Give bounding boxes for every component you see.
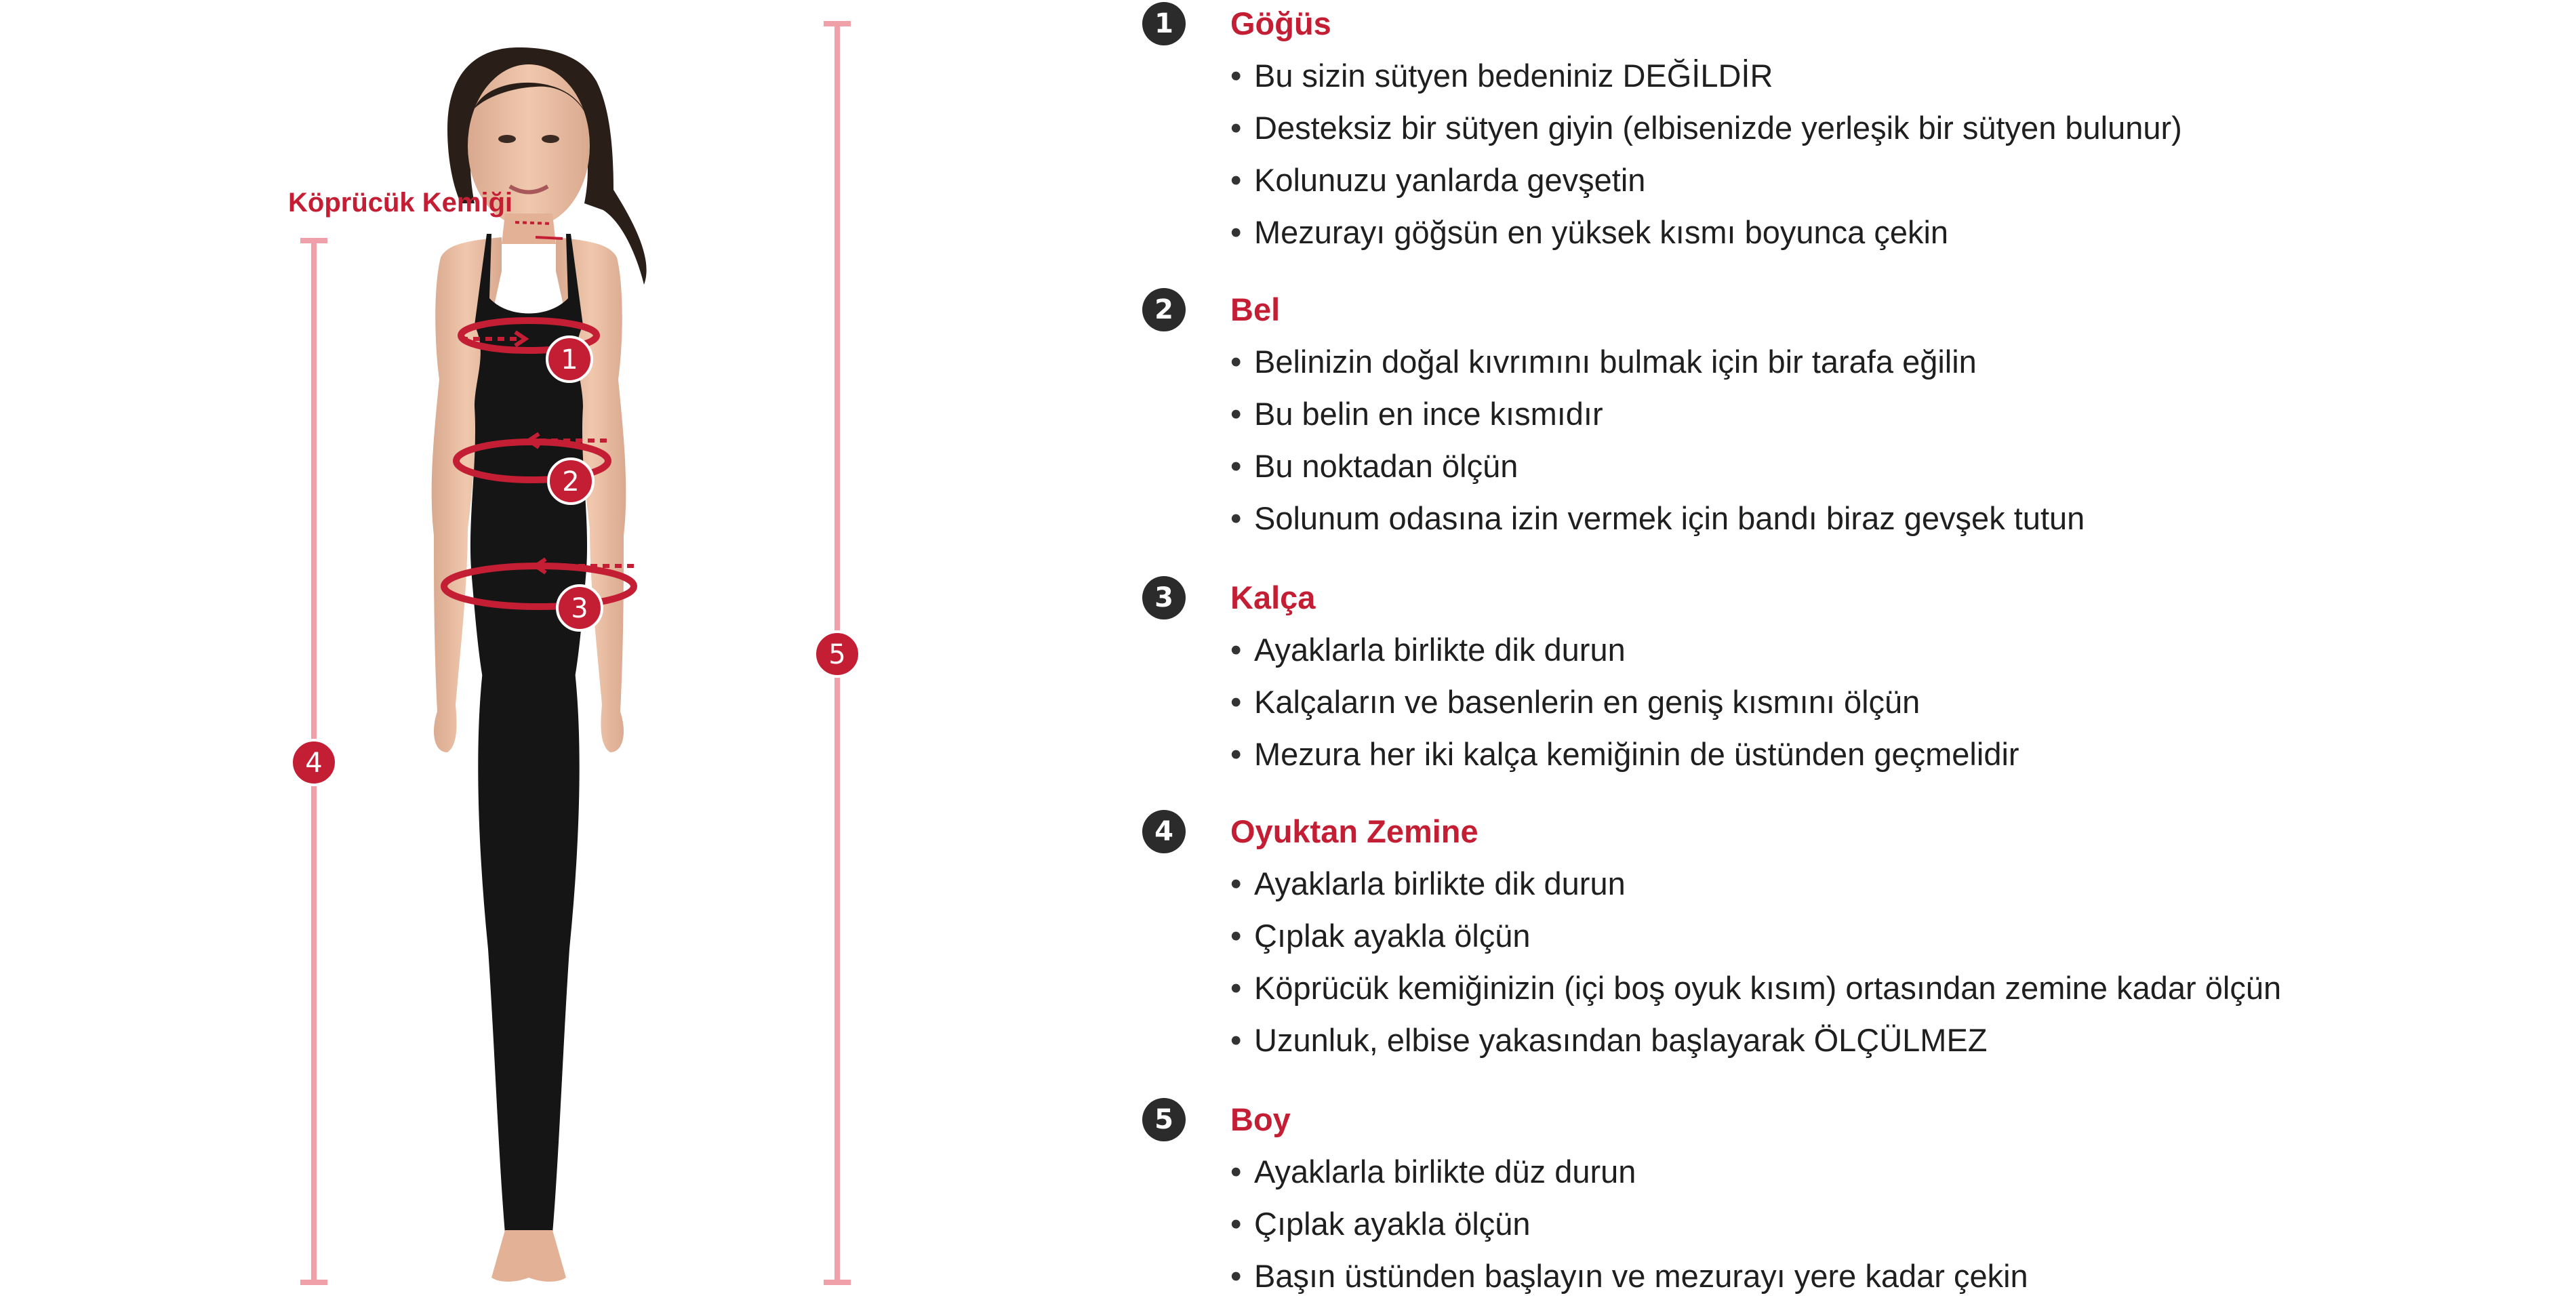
list-item: • Bu sizin sütyen bedeniniz DEĞİLDİR: [1230, 58, 1773, 94]
section-number-badge: 3: [1142, 576, 1186, 619]
measurement-guide: [1142, 0, 2539, 1295]
bullet-list: [1142, 624, 2539, 780]
bullet-list: [1142, 857, 2539, 1066]
bullet-list: [1142, 1145, 2539, 1302]
list-item: • Kolunuzu yanlarda gevşetin: [1230, 162, 1646, 198]
section-bust: [1142, 2, 2539, 258]
measurement-figure: [0, 0, 1017, 1295]
bodysuit: [470, 234, 587, 1234]
svg-text:4: 4: [305, 748, 323, 779]
list-item: • Desteksiz bir sütyen giyin (elbisenizde yerleşik bir sütyen bulunur): [1230, 110, 2182, 146]
section-waist: [1142, 288, 2539, 544]
section-hip: [1142, 576, 2539, 780]
section-number-badge: 1: [1142, 2, 1186, 45]
list-item: • Solunum odasına izin vermek için bandı biraz gevşek tutun: [1230, 500, 2085, 536]
neck: [502, 213, 556, 244]
section-title: Kalça: [1230, 579, 1316, 615]
section-number-badge: 5: [1142, 1098, 1186, 1141]
waist-marker: [548, 459, 593, 504]
body-illustration: [0, 0, 1017, 1295]
section-number-badge: 4: [1142, 810, 1186, 853]
section-title: Göğüs: [1230, 5, 1331, 41]
section-number-badge: 2: [1142, 288, 1186, 331]
clavicle-label: Köprücük Kemiği: [288, 188, 513, 218]
list-item: • Belinizin doğal kıvrımını bulmak için bir tarafa eğilin: [1230, 344, 1977, 380]
height-marker: [815, 632, 860, 676]
list-item: • Çıplak ayakla ölçün: [1230, 918, 1531, 954]
svg-text:3: 3: [571, 593, 588, 624]
section-title: Bel: [1230, 291, 1281, 327]
list-item: • Bu belin en ince kısmıdır: [1230, 396, 1603, 432]
list-item: • Çıplak ayakla ölçün: [1230, 1206, 1531, 1242]
feet: [491, 1230, 566, 1282]
list-item: • Mezura her iki kalça kemiğinin de üstünden geçmelidir: [1230, 736, 2019, 772]
list-item: • Bu noktadan ölçün: [1230, 448, 1518, 484]
section-title: Oyuktan Zemine: [1230, 813, 1478, 849]
section-title: Boy: [1230, 1101, 1291, 1137]
hip-marker: [557, 586, 602, 630]
list-item: • Ayaklarla birlikte dik durun: [1230, 632, 1626, 668]
list-item: • Ayaklarla birlikte dik durun: [1230, 866, 1626, 901]
bullet-list: [1142, 49, 2539, 258]
list-item: • Uzunluk, elbise yakasından başlayarak ÖLÇÜLMEZ: [1230, 1022, 1988, 1058]
bullet-list: [1142, 335, 2539, 544]
hollow-to-floor-marker: [291, 740, 336, 785]
svg-text:5: 5: [828, 639, 846, 670]
svg-text:2: 2: [562, 466, 580, 497]
list-item: • Kalçaların ve basenlerin en geniş kısmını ölçün: [1230, 684, 1920, 720]
list-item: • Ayaklarla birlikte düz durun: [1230, 1154, 1636, 1189]
list-item: • Köprücük kemiğinizin (içi boş oyuk kısım) ortasından zemine kadar ölçün: [1230, 970, 2282, 1006]
list-item: • Başın üstünden başlayın ve mezurayı yere kadar çekin: [1230, 1258, 2028, 1294]
section-height: [1142, 1098, 2539, 1302]
svg-text:1: 1: [561, 344, 578, 375]
bust-marker: [547, 337, 592, 382]
section-hollow-to-floor: [1142, 810, 2539, 1066]
list-item: • Mezurayı göğsün en yüksek kısmı boyunca çekin: [1230, 214, 1949, 250]
